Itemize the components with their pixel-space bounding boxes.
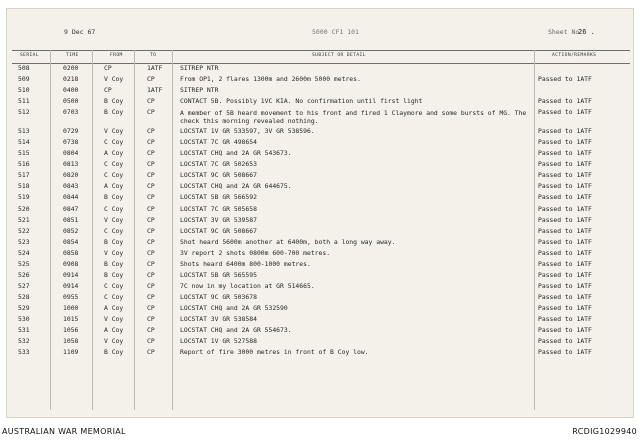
archive-reference: RCDIG1029940 — [572, 427, 637, 436]
entry-serial: 509 — [18, 75, 30, 84]
entry-subject: LOCSTAT 9C GR 508667 — [180, 171, 257, 180]
log-row — [6, 259, 634, 270]
entry-subject: Report of fire 3000 metres in front of B Coy low. — [180, 348, 369, 357]
entry-from: C Coy — [104, 292, 124, 301]
entry-to: CP — [147, 226, 155, 235]
entry-subject: LOCSTAT 7C GR 502653 — [180, 160, 257, 169]
entry-time: 0729 — [63, 127, 79, 136]
entry-action: Passed to 1ATF — [538, 281, 592, 290]
entry-from: V Coy — [104, 337, 124, 346]
entry-from: B Coy — [104, 97, 124, 106]
entry-from: B Coy — [104, 270, 124, 279]
log-row — [6, 226, 634, 237]
entry-to: CP — [147, 248, 155, 257]
entry-time: 1109 — [63, 348, 79, 357]
entry-to: CP — [147, 326, 155, 335]
entry-action: Passed to 1ATF — [538, 108, 592, 117]
entry-serial: 533 — [18, 348, 30, 357]
entry-time: 0852 — [63, 226, 79, 235]
entry-time: 0820 — [63, 171, 79, 180]
log-row — [6, 215, 634, 226]
entry-subject: LOCSTAT 5B GR 565595 — [180, 270, 257, 279]
entry-from: B Coy — [104, 108, 124, 117]
entry-time: 0914 — [63, 270, 79, 279]
entry-to: CP — [147, 348, 155, 357]
entry-to: CP — [147, 259, 155, 268]
entry-subject: SITREP NTR — [180, 86, 219, 95]
entry-subject: From OP1, 2 flares 1300m and 2600m 5000 metres. — [180, 75, 361, 84]
entry-action: Passed to 1ATF — [538, 182, 592, 191]
entry-subject: Shots heard 6400m 800-1000 metres. — [180, 259, 311, 268]
entry-from: B Coy — [104, 348, 124, 357]
archive-name: AUSTRALIAN WAR MEMORIAL — [2, 427, 126, 436]
entry-action: Passed to 1ATF — [538, 204, 592, 213]
entry-action: Passed to 1ATF — [538, 259, 592, 268]
log-row — [6, 281, 634, 292]
entry-subject: LOCSTAT 7C GR 498654 — [180, 138, 257, 147]
entry-time: 0400 — [63, 86, 79, 95]
log-row — [6, 159, 634, 170]
entry-to: 1ATF — [147, 64, 163, 72]
entry-action: Passed to 1ATF — [538, 270, 592, 279]
entry-to: CP — [147, 215, 155, 224]
log-row — [6, 192, 634, 203]
entry-time: 0500 — [63, 97, 79, 106]
entry-action: Passed to 1ATF — [538, 75, 592, 84]
entry-action: Passed to 1ATF — [538, 226, 592, 235]
entry-time: 0200 — [63, 64, 79, 72]
col-subject: SUBJECT OR DETAIL — [312, 53, 366, 58]
log-row — [6, 248, 634, 259]
col-serial: SERIAL — [20, 53, 39, 58]
entry-action: Passed to 1ATF — [538, 248, 592, 257]
entry-action: Passed to 1ATF — [538, 337, 592, 346]
entry-to: CP — [147, 75, 155, 84]
col-from: FROM — [110, 53, 123, 58]
entry-serial: 529 — [18, 303, 30, 312]
log-row — [6, 314, 634, 325]
entry-subject: LOCSTAT CHQ and 2A GR 644675. — [180, 182, 292, 191]
entry-to: CP — [147, 237, 155, 246]
entry-from: A Coy — [104, 303, 124, 312]
entry-serial: 519 — [18, 193, 30, 202]
entry-subject: LOCSTAT CHQ and 2A GR 554673. — [180, 326, 292, 335]
entry-action: Passed to 1ATF — [538, 97, 592, 106]
entry-subject: LOCSTAT 3V GR 538584 — [180, 314, 257, 323]
log-row — [6, 303, 634, 314]
entry-action: Passed to 1ATF — [538, 314, 592, 323]
entry-from: V Coy — [104, 127, 124, 136]
entry-serial: 526 — [18, 270, 30, 279]
log-row — [6, 336, 634, 347]
entry-subject: SITREP NTR — [180, 64, 219, 72]
log-row — [6, 204, 634, 215]
entry-from: B Coy — [104, 193, 124, 202]
entry-to: CP — [147, 281, 155, 290]
log-row — [6, 96, 634, 107]
column-header-row — [12, 50, 630, 64]
entry-to: CP — [147, 292, 155, 301]
entry-time: 0738 — [63, 138, 79, 147]
entry-time: 0218 — [63, 75, 79, 84]
entry-action: Passed to 1ATF — [538, 149, 592, 158]
entry-time: 0908 — [63, 259, 79, 268]
entry-time: 1056 — [63, 326, 79, 335]
entry-action: Passed to 1ATF — [538, 215, 592, 224]
entry-time: 0844 — [63, 193, 79, 202]
entry-action: Passed to 1ATF — [538, 237, 592, 246]
entry-subject: LOCSTAT 1V GR 533597, 3V GR 538596. — [180, 127, 315, 136]
entry-to: CP — [147, 127, 155, 136]
log-row — [6, 325, 634, 336]
log-sheet — [6, 8, 634, 418]
entry-to: CP — [147, 138, 155, 147]
entry-to: CP — [147, 193, 155, 202]
log-row — [6, 292, 634, 303]
entry-serial: 522 — [18, 226, 30, 235]
entry-to: CP — [147, 149, 155, 158]
entry-to: 1ATF — [147, 86, 163, 95]
log-row — [6, 74, 634, 85]
log-row — [6, 347, 634, 358]
entry-to: CP — [147, 204, 155, 213]
entry-time: 1000 — [63, 303, 79, 312]
entry-serial: 508 — [18, 64, 30, 72]
entry-serial: 516 — [18, 160, 30, 169]
entry-serial: 531 — [18, 326, 30, 335]
log-row — [6, 126, 634, 137]
entry-action: Passed to 1ATF — [538, 160, 592, 169]
entry-time: 1058 — [63, 337, 79, 346]
entry-time: 0851 — [63, 215, 79, 224]
form-number: 5000 CF1 101 — [312, 28, 359, 36]
col-to: TO — [150, 53, 157, 58]
entry-from: C Coy — [104, 226, 124, 235]
col-action: ACTION/REMARKS — [552, 53, 597, 58]
entry-from: V Coy — [104, 215, 124, 224]
entry-from: C Coy — [104, 160, 124, 169]
entry-subject: LOCSTAT 3V GR 539587 — [180, 215, 257, 224]
entry-time: 0914 — [63, 281, 79, 290]
entry-time: 0813 — [63, 160, 79, 169]
entry-serial: 530 — [18, 314, 30, 323]
entry-serial: 521 — [18, 215, 30, 224]
entry-subject: 3V report 2 shots 0800m 600-700 metres. — [180, 248, 331, 257]
entry-action: Passed to 1ATF — [538, 171, 592, 180]
entry-subject: A member of 5B heard movement to his front and fired 1 Claymore and some bursts of MG. The check this morning revealed nothing. — [180, 108, 527, 126]
entry-to: CP — [147, 160, 155, 169]
entry-to: CP — [147, 171, 155, 180]
entry-from: C Coy — [104, 281, 124, 290]
entry-from: C Coy — [104, 138, 124, 147]
entry-serial: 511 — [18, 97, 30, 106]
entry-serial: 523 — [18, 237, 30, 246]
entry-subject: LOCSTAT 9C GR 508667 — [180, 226, 257, 235]
entry-from: A Coy — [104, 149, 124, 158]
entry-to: CP — [147, 303, 155, 312]
log-row — [6, 107, 634, 126]
entry-action: Passed to 1ATF — [538, 326, 592, 335]
entry-serial: 518 — [18, 182, 30, 191]
sheet-number: 26 . — [578, 28, 595, 36]
entry-serial: 514 — [18, 138, 30, 147]
entry-to: CP — [147, 314, 155, 323]
entry-time: 0703 — [63, 108, 79, 117]
log-row — [6, 148, 634, 159]
entry-time: 1015 — [63, 314, 79, 323]
entry-from: CP — [104, 86, 112, 95]
entry-serial: 513 — [18, 127, 30, 136]
entry-subject: 7C now in my location at GR 514665. — [180, 281, 315, 290]
entry-serial: 524 — [18, 248, 30, 257]
log-row — [6, 170, 634, 181]
entry-action: Passed to 1ATF — [538, 138, 592, 147]
entry-from: C Coy — [104, 204, 124, 213]
log-row — [6, 270, 634, 281]
entry-subject: CONTACT 5B. Possibly 1VC KIA. No confirmation until first light — [180, 97, 423, 106]
entry-serial: 512 — [18, 108, 30, 117]
entry-time: 0854 — [63, 237, 79, 246]
entry-serial: 527 — [18, 281, 30, 290]
entry-serial: 510 — [18, 86, 30, 95]
log-row — [6, 137, 634, 148]
entry-time: 0804 — [63, 149, 79, 158]
log-row — [6, 85, 634, 96]
log-row — [6, 63, 634, 74]
entry-subject: Shot heard 5600m another at 6400m, both a long way away. — [180, 237, 396, 246]
log-row — [6, 181, 634, 192]
log-entries — [6, 63, 634, 358]
entry-time: 0847 — [63, 204, 79, 213]
entry-from: CP — [104, 64, 112, 72]
entry-serial: 517 — [18, 171, 30, 180]
entry-to: CP — [147, 182, 155, 191]
entry-to: CP — [147, 270, 155, 279]
entry-serial: 528 — [18, 292, 30, 301]
entry-action: Passed to 1ATF — [538, 303, 592, 312]
log-date: 9 Dec 67 — [64, 28, 96, 36]
entry-from: A Coy — [104, 326, 124, 335]
entry-action: Passed to 1ATF — [538, 127, 592, 136]
entry-from: C Coy — [104, 171, 124, 180]
entry-time: 0955 — [63, 292, 79, 301]
entry-subject: LOCSTAT 9C GR 503678 — [180, 292, 257, 301]
col-time: TIME — [66, 53, 79, 58]
entry-subject: LOCSTAT 5B GR 566592 — [180, 193, 257, 202]
entry-action: Passed to 1ATF — [538, 292, 592, 301]
entry-subject: LOCSTAT 1V GR 527588 — [180, 337, 257, 346]
entry-to: CP — [147, 97, 155, 106]
entry-from: B Coy — [104, 259, 124, 268]
log-row — [6, 237, 634, 248]
entry-to: CP — [147, 337, 155, 346]
entry-from: V Coy — [104, 248, 124, 257]
entry-subject: LOCSTAT 7C GR 505658 — [180, 204, 257, 213]
entry-from: V Coy — [104, 75, 124, 84]
entry-serial: 520 — [18, 204, 30, 213]
entry-from: V Coy — [104, 314, 124, 323]
entry-subject: LOCSTAT CHQ and 2A GR 532590 — [180, 303, 288, 312]
entry-action: Passed to 1ATF — [538, 348, 592, 357]
entry-action: Passed to 1ATF — [538, 193, 592, 202]
entry-from: A Coy — [104, 182, 124, 191]
entry-serial: 525 — [18, 259, 30, 268]
entry-serial: 515 — [18, 149, 30, 158]
entry-time: 0843 — [63, 182, 79, 191]
sheet-label: Sheet No — [548, 28, 580, 36]
entry-serial: 532 — [18, 337, 30, 346]
entry-from: B Coy — [104, 237, 124, 246]
entry-to: CP — [147, 108, 155, 117]
entry-subject: LOCSTAT CHQ and 2A GR 543673. — [180, 149, 292, 158]
entry-time: 0858 — [63, 248, 79, 257]
